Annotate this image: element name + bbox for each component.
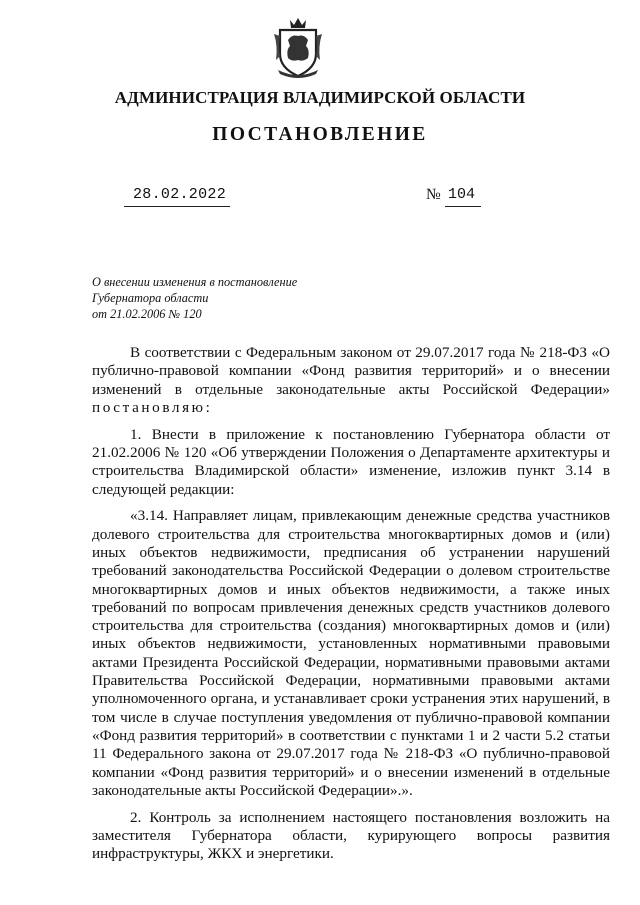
- document-body: [92, 344, 610, 864]
- item-2-paragraph: 2. Контроль за исполнением настоящего постановления возложить на заместителя Губернатора области, курирующего вопросы развития инфраструктуры, ЖКХ и энергетики.: [92, 808, 610, 863]
- amendment-quote-paragraph: «3.14. Направляет лицам, привлекающим денежные средства участников долевого строительства для строительства многоквартирных домов и (или) иных объектов недвижимости, предписания об устранении нарушений требований законодательства Российской Федерации о долевом строительстве многоквартирных домов и иных объектов недвижимости, а также иных требований по вопросам привлечения денежных средств участников долевого строительства для строительства (создания) многоквартирных домов и (или) иных объектов недвижимости, установленных нормативными правовыми актами Президента Российской Федерации, нормативными правовыми актами Правительства Российской Федерации, нормативными правовыми актами уполномоченного органа, и устанавливает сроки устранения этих нарушений, в том числе в случае поступления уведомления от публично-правовой компании «Фонд развития территорий» в соответствии с пунктами 1 и 2 части 5.2 статьи 11 Федерального закона от 29.07.2017 года № 218-ФЗ «О публично-правовой компании «Фонд развития территорий» и о внесении изменений в отдельные законодательные акты Российской Федерации».».: [92, 507, 610, 799]
- subject-line: Губернатора области: [92, 291, 209, 305]
- document-number: 104: [448, 186, 476, 203]
- subject-line: О внесении изменения в постановление: [92, 275, 298, 289]
- number-underline: [445, 206, 481, 207]
- item-1-paragraph: 1. Внести в приложение к постановлению Губернатора области от 21.02.2006 № 120 «Об утверждении Положения о Департаменте архитектуры и строительства Владимирской области» изменение, изложив пункт 3.14 в следующей редакции:: [92, 425, 610, 498]
- preamble-text: В соответствии с Федеральным законом от 29.07.2017 года № 218-ФЗ «О публично-правовой компании «Фонд развития территорий» и о внесении изменений в отдельные законодательные акты Российской Федерации»: [92, 344, 610, 398]
- number-sign: №: [426, 186, 441, 203]
- date-underline: [124, 206, 230, 207]
- subject-line: от 21.02.2006 № 120: [92, 307, 202, 321]
- preamble-paragraph: [92, 344, 610, 417]
- resolve-word: постановляю:: [92, 398, 213, 416]
- organization-title: АДМИНИСТРАЦИЯ ВЛАДИМИРСКОЙ ОБЛАСТИ: [114, 88, 526, 107]
- coat-of-arms-icon: [270, 16, 326, 80]
- document-subject: [92, 274, 297, 322]
- document-date: 28.02.2022: [133, 186, 227, 203]
- document-type-title: ПОСТАНОВЛЕНИЕ: [212, 124, 428, 145]
